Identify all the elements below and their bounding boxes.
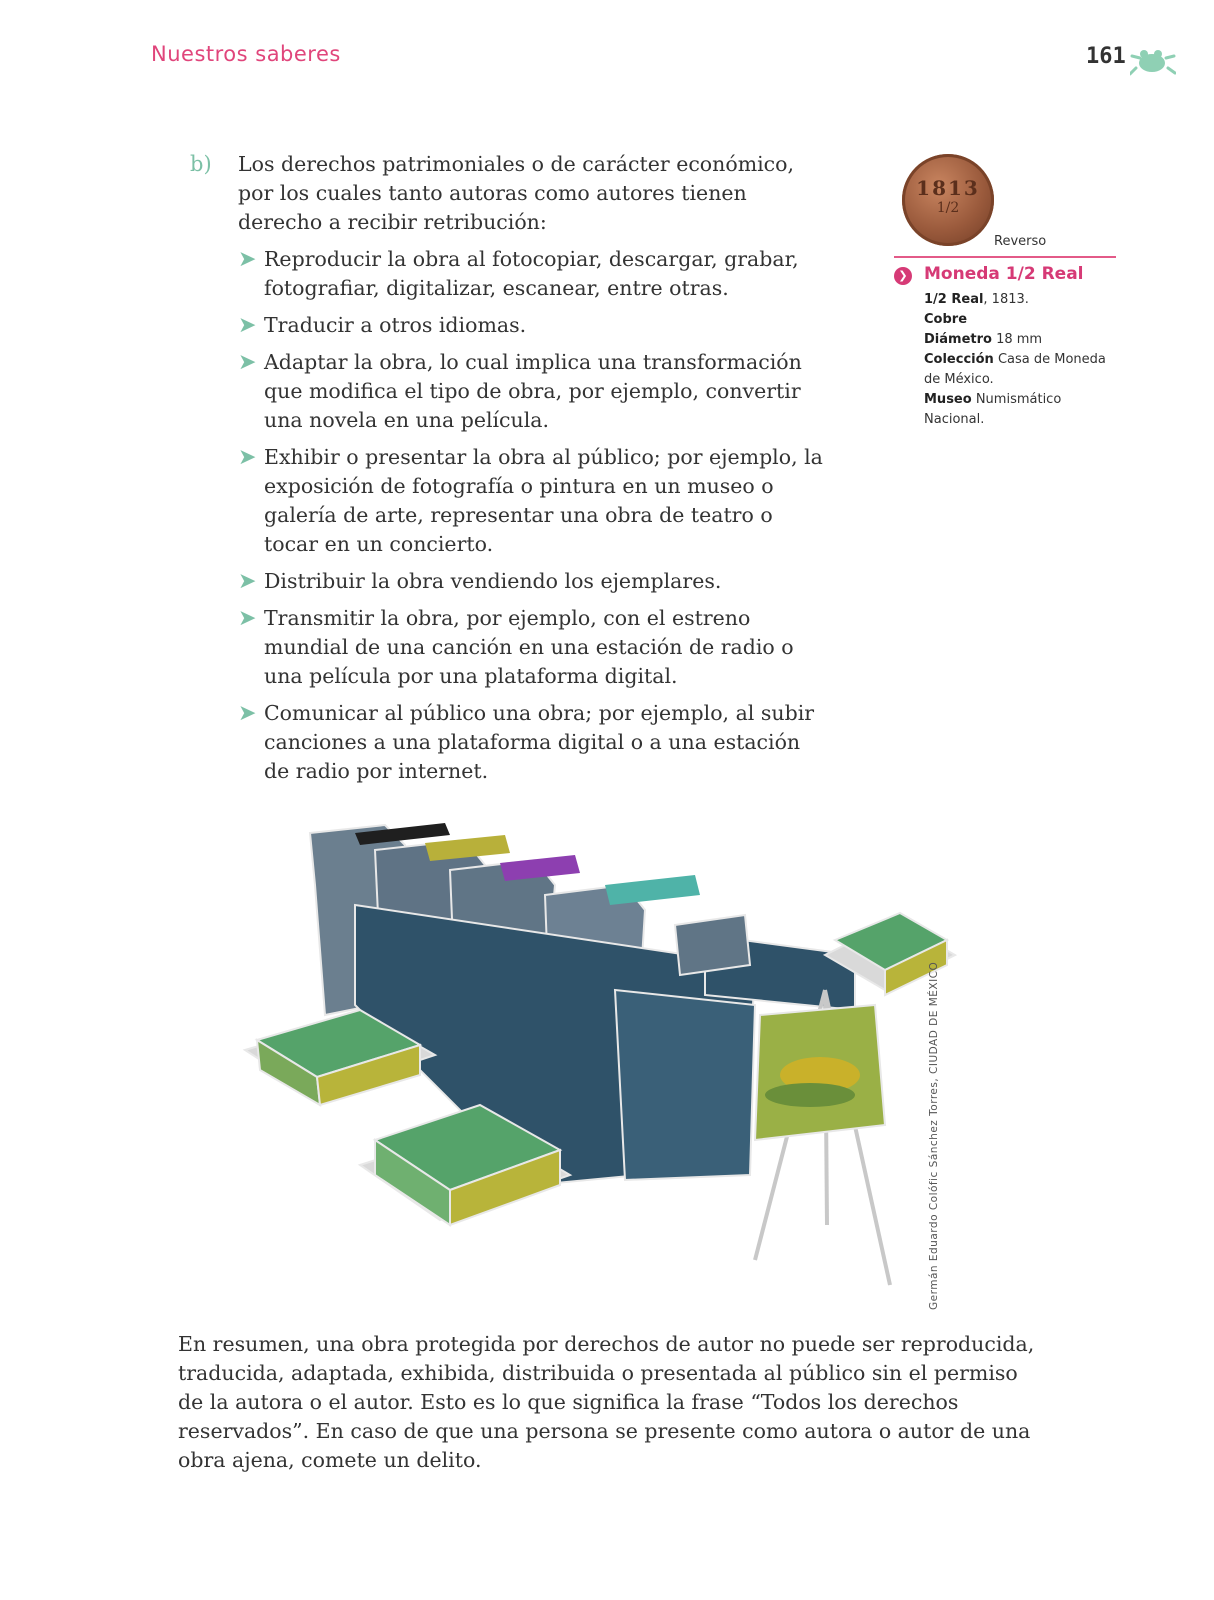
frog-icon [1130, 46, 1176, 76]
chevron-right-icon: ➤ [238, 247, 257, 272]
divider [894, 256, 1116, 258]
list-item: ➤ Traducir a otros idiomas. [238, 313, 527, 338]
coin-side-label: Reverso [994, 234, 1047, 249]
printing-press-illustration [235, 805, 975, 1310]
list-item: ➤ Comunicar al público una obra; por ejemplo, al subir canciones a una plataforma digital o a una estación de radio por internet. [238, 701, 815, 783]
chevron-right-icon: ➤ [238, 569, 257, 594]
section-title: Nuestros saberes [151, 42, 341, 66]
page-number: 161 [1086, 44, 1126, 69]
chevron-circle-icon: ❯ [894, 267, 912, 285]
chevron-right-icon: ➤ [238, 445, 257, 470]
list-item: ➤ Exhibir o presentar la obra al público; por ejemplo, la exposición de fotografía o pintura en un museo o galería de arte, representar una obra de teatro o tocar en un concierto. [238, 445, 823, 556]
coin-details: 1/2 Real, 1813. Cobre Diámetro 18 mm Colección Casa de Moneda de México. Museo Numismático Nacional. [924, 292, 1106, 427]
list-item: ➤ Transmitir la obra, por ejemplo, con el estreno mundial de una canción en una estación de radio o una película por una plataforma digital. [238, 606, 794, 688]
coin-sidebar [898, 154, 1112, 427]
item-letter: b) [190, 152, 212, 176]
list-item: ➤ Reproducir la obra al fotocopiar, descargar, grabar, fotografiar, digitalizar, escanear, entre otras. [238, 247, 799, 300]
illustration-credit: Germán Eduardo Colófic Sánchez Torres, CIUDAD DE MÉXICO [928, 961, 940, 1310]
easel-painting [755, 990, 890, 1285]
coin-title: Moneda 1/2 Real [924, 264, 1084, 284]
summary-paragraph: En resumen, una obra protegida por derechos de autor no puede ser reproducida, traducida, adaptada, exhibida, distribuida o presentada al público sin el permiso de la autora o el autor. Esto es lo que significa la frase “Todos los derechos reservados”. En caso de que una persona se presente como autora o autor de una obra ajena, comete un delito. [178, 1332, 1035, 1472]
chevron-right-icon: ➤ [238, 606, 257, 631]
list-item: ➤ Distribuir la obra vendiendo los ejemplares. [238, 569, 722, 594]
coin-image: 1813 1/2 [902, 154, 994, 246]
item-intro: Los derechos patrimoniales o de carácter económico, por los cuales tanto autoras como autores tienen derecho a recibir retribución: [238, 152, 795, 234]
chevron-right-icon: ➤ [238, 313, 257, 338]
list-item: ➤ Adaptar la obra, lo cual implica una transformación que modifica el tipo de obra, por ejemplo, convertir una novela en una película. [238, 350, 802, 432]
chevron-right-icon: ➤ [238, 350, 257, 375]
chevron-right-icon: ➤ [238, 701, 257, 726]
item-b [190, 150, 830, 794]
rights-list [190, 245, 830, 786]
